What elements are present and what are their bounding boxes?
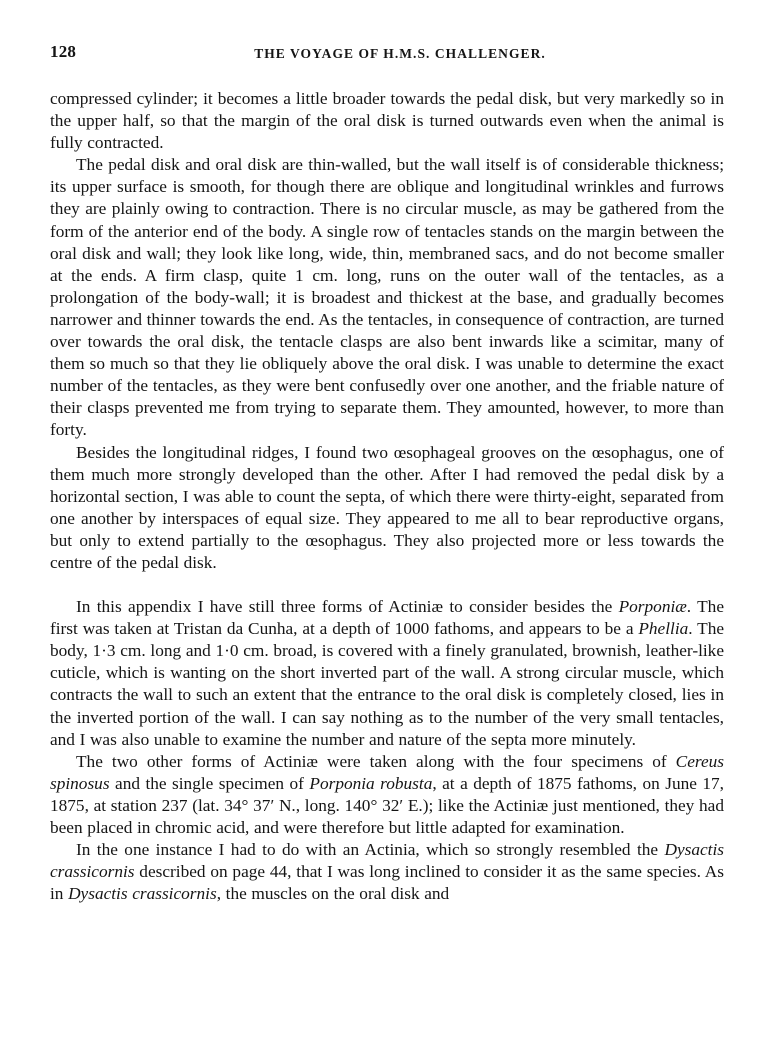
- italic-text: Porponia robusta: [309, 773, 433, 793]
- page-header: [50, 42, 724, 66]
- paragraph: [50, 88, 724, 154]
- italic-text: Phellia: [638, 619, 689, 639]
- paragraph-text: compressed cylinder; it becomes a little broader towards the pedal disk, but very markedly so in the upper half, so that the margin of the oral disk is turned outwards even when the animal is fully contracted.: [50, 89, 724, 153]
- paragraph-text: In the one instance I had to do with an Actinia, which so strongly resembled the: [76, 840, 665, 860]
- paragraph-text: . The first was taken at Tristan da Cunha, at a depth of 1000 fathoms, and appears to be a: [50, 597, 724, 639]
- page-number: 128: [50, 42, 77, 61]
- paragraph-text: , at a depth of 1875 fathoms, on June 17, 1875, at station 237 (lat. 34° 37′ N., long. 140° 32′ E.); like the Actiniæ just mentioned, they had been placed in chromic acid, and were therefore but little adapted for examination.: [50, 773, 724, 837]
- paragraph: [50, 839, 724, 905]
- paragraph-text: Besides the longitudinal ridges, I found two œsophageal grooves on the œsophagus, one of them much more strongly developed than the other. After I had removed the pedal disk by a horizontal section, I was able to count the septa, of which there were thirty-eight, separated from one another by interspaces of equal size. They appeared to me all to bear reproductive organs, but only to extend partially to the œsophagus. They also projected more or less towards the centre of the pedal disk.: [50, 442, 724, 572]
- paragraph-text: The pedal disk and oral disk are thin-walled, but the wall itself is of considerable thickness; its upper surface is smooth, for though there are oblique and longitudinal wrinkles and furrows they are plainly owing to contraction. There is no circular muscle, as may be gathered from the form of the anterior end of the body. A single row of tentacles stands on the margin between the oral disk and wall; they look like long, wide, thin, membraned sacs, and do not become smaller at the ends. A firm clasp, quite 1 cm. long, runs on the outer wall of the tentacles, as a prolongation of the body-wall; it is broadest and thickest at the base, and gradually becomes narrower and thinner towards the end. As the tentacles, in consequence of contraction, are turned over towards the oral disk, the tentacle clasps are also bent inwards like a scimitar, many of them so much so that they lie obliquely above the oral disk. I was unable to determine the exact number of the tentacles, as they were bent confusedly over one another, and the friable nature of their clasps prevented me from trying to separate them. They amounted, however, to more than forty.: [50, 155, 724, 440]
- document-page: [50, 42, 724, 905]
- paragraph-text: The two other forms of Actiniæ were taken along with the four specimens of: [76, 751, 676, 771]
- paragraph-text: and the single specimen of: [109, 773, 310, 793]
- italic-text: Porponiæ: [618, 597, 687, 617]
- running-title: THE VOYAGE OF H.M.S. CHALLENGER.: [254, 46, 546, 61]
- italic-text: Dysactis crassicornis: [50, 840, 724, 882]
- body-text: [50, 88, 724, 905]
- paragraph: [50, 442, 724, 575]
- paragraph: [50, 751, 724, 839]
- paragraph: [50, 154, 724, 441]
- paragraph-text: . The body, 1·3 cm. long and 1·0 cm. broad, is covered with a finely granulated, brownish, leather-like cuticle, which is wanting on the short inverted part of the wall. A strong circular muscle, which contracts the wall to such an extent that the entrance to the oral disk is completely closed, lies in the inverted portion of the wall. I can say nothing as to the number of the very small tentacles, and I was also unable to examine the number and nature of the septa more minutely.: [50, 619, 725, 749]
- paragraph: [50, 596, 724, 751]
- paragraph-text: described on page 44, that I was long inclined to consider it as the same species. As in: [50, 862, 724, 904]
- italic-text: Dysactis crassicornis: [68, 884, 217, 904]
- italic-text: Cereus spinosus: [50, 751, 724, 793]
- paragraph-text: , the muscles on the oral disk and: [216, 884, 450, 904]
- paragraph-text: In this appendix I have still three forms of Actiniæ to consider besides the: [76, 597, 619, 617]
